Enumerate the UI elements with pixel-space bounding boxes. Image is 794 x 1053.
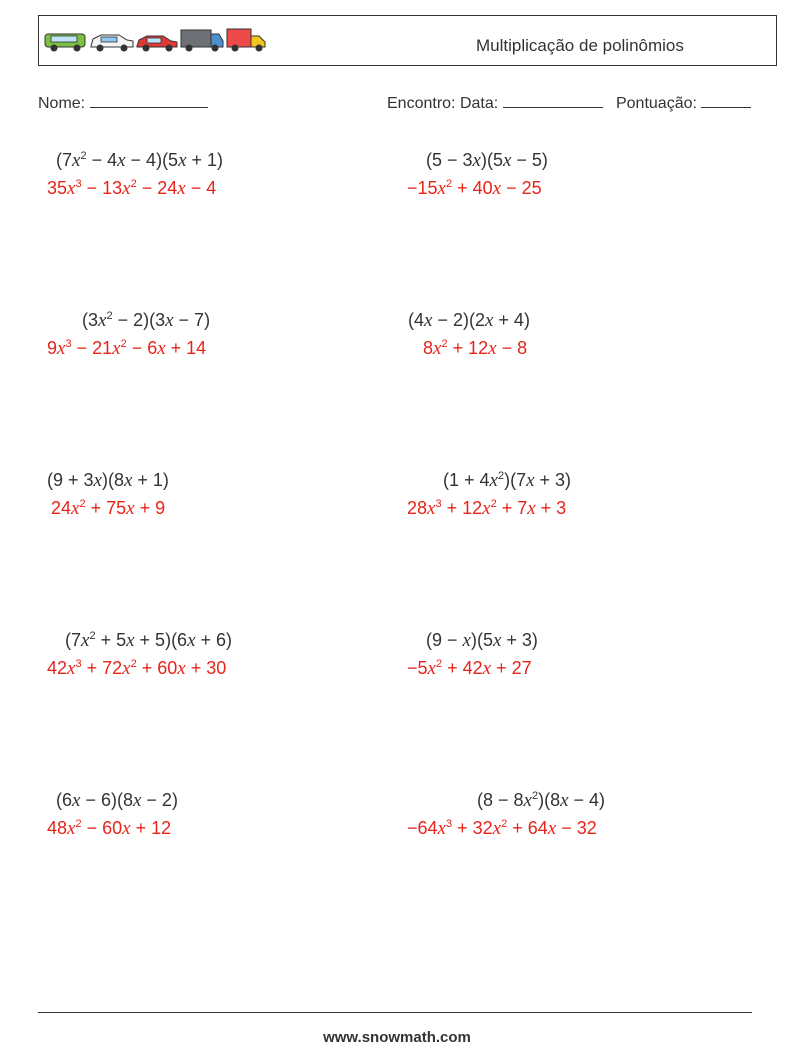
variable-x: x <box>502 150 512 171</box>
variable-x: x <box>122 178 131 199</box>
exponent: 3 <box>75 178 82 190</box>
problem-question: $(1 + 4x^2)(7x + 3)$ <box>443 470 572 491</box>
van-gray-icon <box>181 30 223 52</box>
variable-x: x <box>157 338 166 359</box>
variable-x: x <box>523 790 532 811</box>
exponent: 2 <box>435 658 443 670</box>
name-field <box>38 93 208 113</box>
car-red-icon <box>137 36 177 52</box>
problem-question: (9 + 3x)(8x + 1) <box>47 470 169 491</box>
problem-4 <box>408 310 530 360</box>
variable-x: x <box>527 498 536 519</box>
page-title: Multiplicação de polinômios <box>476 36 684 55</box>
exponent: 2 <box>130 178 137 190</box>
vehicle-icons <box>43 26 268 56</box>
exponent: 2 <box>79 498 86 510</box>
variable-x: x <box>484 310 494 331</box>
exponent: 2 <box>80 150 87 162</box>
problem-question: $(3x^2 - 2)(3x - 7)$ <box>82 310 211 331</box>
problem-answer: $35x^3 - 13x^2 - 24x - 4$ <box>47 178 217 199</box>
name-label: Nome: <box>38 95 86 112</box>
variable-x: x <box>67 178 76 199</box>
meeting-date-score-fields <box>387 93 751 113</box>
exponent: 3 <box>75 658 82 670</box>
variable-x: x <box>81 630 90 651</box>
problem-answer: $48x^2 - 60x + 12$ <box>47 818 172 839</box>
variable-x: x <box>560 790 569 811</box>
problem-answer: $42x^3 + 72x^2 + 60x + 30$ <box>47 658 227 679</box>
problem-question: (4x − 2)(2x + 4) <box>408 310 530 331</box>
variable-x: x <box>122 818 131 839</box>
variable-x: x <box>547 818 557 839</box>
problem-question: $(7x^2 + 5x + 5)(6x + 6)$ <box>65 630 233 651</box>
problem-answer: $28x^3 + 12x^2 + 7x + 3$ <box>407 498 567 519</box>
variable-x: x <box>123 470 133 491</box>
date-label: Data: <box>459 95 499 112</box>
problem-8 <box>407 630 538 680</box>
variable-x: x <box>433 338 442 359</box>
variable-x: x <box>492 178 502 199</box>
variable-x: x <box>424 310 433 331</box>
exponent: 2 <box>120 338 127 350</box>
truck-red-icon <box>227 29 265 52</box>
problem-question: (5 − 3x)(5x − 5) <box>426 150 548 171</box>
variable-x: x <box>462 630 471 651</box>
name-blank[interactable] <box>90 93 208 108</box>
problem-answer: $-5x^2 + 42x + 27$ <box>407 658 532 679</box>
exponent: 3 <box>65 338 72 350</box>
problem-7 <box>47 630 233 680</box>
variable-x: x <box>72 150 81 171</box>
variable-x: x <box>132 790 142 811</box>
exponent: 2 <box>445 178 453 190</box>
variable-x: x <box>526 470 535 491</box>
header-box <box>38 15 777 66</box>
problem-question: $(7x^2 - 4x - 4)(5x + 1)$ <box>56 150 224 171</box>
variable-x: x <box>492 630 502 651</box>
problem-question: (6x − 6)(8x − 2) <box>56 790 178 811</box>
variable-x: x <box>57 338 66 359</box>
problem-6 <box>407 470 572 520</box>
problem-question: (9 − x)(5x + 3) <box>426 630 538 651</box>
variable-x: x <box>67 658 76 679</box>
variable-x: x <box>427 658 436 679</box>
problem-2 <box>407 150 548 200</box>
variable-x: x <box>482 498 491 519</box>
variable-x: x <box>126 630 135 651</box>
variable-x: x <box>489 470 498 491</box>
variable-x: x <box>177 658 186 679</box>
variable-x: x <box>67 818 76 839</box>
variable-x: x <box>72 790 81 811</box>
exponent: 2 <box>501 818 508 830</box>
variable-x: x <box>126 498 135 519</box>
variable-x: x <box>187 630 196 651</box>
score-blank[interactable] <box>701 93 751 108</box>
variable-x: x <box>93 470 102 491</box>
exponent: 3 <box>435 498 442 510</box>
problem-answer: $-64x^3 + 32x^2 + 64x - 32$ <box>407 818 597 839</box>
problem-10 <box>407 790 606 840</box>
car-green-icon <box>45 34 85 52</box>
exponent: 2 <box>490 498 497 510</box>
exponent: 2 <box>75 818 82 830</box>
problem-answer: $24x^2 + 75x + 9$ <box>51 498 166 519</box>
exponent: 3 <box>445 818 453 830</box>
variable-x: x <box>165 310 174 331</box>
variable-x: x <box>71 498 80 519</box>
variable-x: x <box>437 818 446 839</box>
exponent: 2 <box>497 470 505 482</box>
exponent: 2 <box>130 658 137 670</box>
problem-9 <box>47 790 178 840</box>
variable-x: x <box>112 338 121 359</box>
problem-3 <box>47 310 211 360</box>
variable-x: x <box>117 150 126 171</box>
vehicle-icons-svg <box>43 26 268 56</box>
footer-rule <box>38 1012 752 1013</box>
footer-url: www.snowmath.com <box>323 1029 471 1046</box>
exponent: 2 <box>531 790 539 802</box>
meeting-label: Encontro: <box>387 95 456 112</box>
problem-answer: $-15x^2 + 40x - 25$ <box>407 178 542 199</box>
score-label: Pontuação: <box>615 95 697 112</box>
exponent: 2 <box>89 630 96 642</box>
variable-x: x <box>482 658 492 679</box>
variable-x: x <box>178 150 187 171</box>
variable-x: x <box>472 150 481 171</box>
problem-5 <box>47 470 169 520</box>
variable-x: x <box>488 338 497 359</box>
variable-x: x <box>427 498 436 519</box>
exponent: 2 <box>441 338 448 350</box>
problem-answer: $9x^3 - 21x^2 - 6x + 14$ <box>47 338 207 359</box>
problem-question: $(8 - 8x^2)(8x - 4)$ <box>477 790 606 811</box>
variable-x: x <box>122 658 131 679</box>
car-white-icon <box>91 35 133 52</box>
variable-x: x <box>437 178 446 199</box>
variable-x: x <box>492 818 502 839</box>
problem-answer: $8x^2 + 12x - 8$ <box>423 338 528 359</box>
variable-x: x <box>177 178 186 199</box>
variable-x: x <box>98 310 107 331</box>
date-blank[interactable] <box>503 93 603 108</box>
problem-1 <box>47 150 224 200</box>
exponent: 2 <box>106 310 113 322</box>
